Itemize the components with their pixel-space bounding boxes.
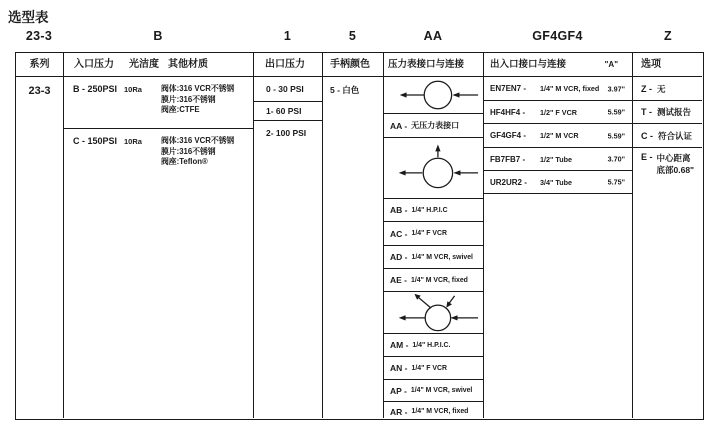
option-code: Z - xyxy=(641,83,652,94)
gauge-code: AN - xyxy=(390,363,408,373)
gauge-code: AP - xyxy=(390,385,407,396)
material-body: 阀体:316 VCR不锈钢 xyxy=(161,84,235,93)
gauge-desc: 1/4" M VCR, fixed xyxy=(411,408,469,415)
selection-table xyxy=(15,52,704,420)
options-header: 选项 xyxy=(633,53,702,77)
column-gauge xyxy=(384,53,484,418)
inlet-header-pressure: 入口压力 xyxy=(74,59,114,70)
port-dim: 3.97" xyxy=(607,84,625,93)
inlet-materials xyxy=(161,84,253,116)
inlet-header-materials: 其他材质 xyxy=(168,59,208,70)
option-row-z xyxy=(633,77,702,101)
gauge-desc: 1/4" F VCR xyxy=(411,364,447,372)
inlet-row-c xyxy=(64,129,253,418)
port-desc: 3/4" Tube xyxy=(540,177,573,187)
material-diaphragm: 膜片:316不锈钢 xyxy=(161,146,216,156)
column-options xyxy=(633,53,702,418)
gauge-desc: 无压力表接口 xyxy=(411,121,460,130)
port-row-hf4hf4 xyxy=(484,101,632,124)
gauge-code: AE - xyxy=(390,275,407,285)
gauge-desc: 1/4" M VCR, swivel xyxy=(410,387,473,394)
column-ports xyxy=(484,53,633,418)
port-code: HF4HF4 - xyxy=(490,107,526,117)
port-row-en7en7 xyxy=(484,77,632,101)
gauge-code: AA - xyxy=(390,120,408,131)
option-desc-line2: 底部0.68" xyxy=(656,165,695,175)
option-row-t xyxy=(633,101,702,124)
material-body: 阀体:316 VCR不锈钢 xyxy=(161,136,235,145)
gauge-desc: 1/4" M VCR, swivel xyxy=(411,253,473,261)
column-inlet xyxy=(64,53,254,418)
gauge-code: AM - xyxy=(390,340,409,350)
handle-value: 5 - 白色 xyxy=(330,84,360,95)
inlet-row-b xyxy=(64,77,253,129)
inlet-finish: 10Ra xyxy=(124,85,142,94)
gauge-diagram-2port-icon xyxy=(384,77,483,114)
port-desc: 1/2" M VCR xyxy=(540,131,579,140)
port-dim: 3.70" xyxy=(607,154,625,164)
code-ports: GF4GF4 xyxy=(532,29,583,43)
option-desc: 无 xyxy=(657,83,666,94)
port-row-gf4gf4 xyxy=(484,124,632,148)
port-dim: 5.59" xyxy=(607,107,625,117)
gauge-diagram-4port-icon xyxy=(384,292,483,334)
inlet-materials xyxy=(161,136,253,168)
code-series: 23-3 xyxy=(25,29,53,43)
gauge-code: AB - xyxy=(390,205,408,215)
option-desc: 符合认证 xyxy=(658,130,693,141)
inlet-header xyxy=(64,53,253,77)
port-code: FB7FB7 - xyxy=(490,154,526,164)
outlet-row: 1- 60 PSI xyxy=(254,102,322,121)
ports-header xyxy=(484,53,632,77)
gauge-option-ar xyxy=(384,402,483,421)
ports-header-label: 出入口接口与连接 xyxy=(490,59,567,70)
gauge-option-am xyxy=(384,334,483,357)
option-desc xyxy=(657,152,695,176)
outlet-row: 2- 100 PSI xyxy=(266,128,307,138)
gauge-option-an xyxy=(384,357,483,380)
material-diaphragm: 膜片:316不锈钢 xyxy=(161,94,216,104)
material-seat: 阀座:Teflon® xyxy=(161,157,208,166)
port-dim: 5.75" xyxy=(607,177,625,187)
option-code: T - xyxy=(641,107,652,117)
gauge-option-ad xyxy=(384,246,483,269)
port-code: GF4GF4 - xyxy=(490,131,527,140)
series-value: 23-3 xyxy=(28,85,51,97)
port-row-ur2ur2 xyxy=(484,171,632,194)
ports-dim-header: "A" xyxy=(604,60,618,69)
material-seat: 阀座:CTFE xyxy=(161,105,200,114)
gauge-desc: 1/4" H.P.I.C xyxy=(411,206,448,214)
gauge-option-ab xyxy=(384,199,483,222)
gauge-diagram-3port-icon xyxy=(384,138,483,199)
gauge-code: AD - xyxy=(390,252,408,262)
series-header: 系列 xyxy=(16,53,63,77)
code-handle: 5 xyxy=(348,29,357,43)
inlet-header-finish: 光洁度 xyxy=(129,59,159,70)
option-code: E - xyxy=(641,152,653,162)
gauge-option-ae xyxy=(384,269,483,292)
option-desc-line1: 中心距离 xyxy=(656,153,691,163)
code-options: Z xyxy=(664,29,672,43)
column-handle xyxy=(323,53,384,418)
gauge-option-aa xyxy=(384,114,483,138)
gauge-desc: 1/4" H.P.I.C. xyxy=(412,341,451,349)
port-code: UR2UR2 - xyxy=(490,177,527,187)
option-desc: 测试报告 xyxy=(657,107,692,117)
gauge-code: AC - xyxy=(390,228,408,239)
gauge-option-ac xyxy=(384,222,483,246)
option-code: C - xyxy=(641,130,653,141)
gauge-header: 压力表接口与连接 xyxy=(384,53,483,77)
port-desc: 1/4" M VCR, fixed xyxy=(540,84,600,93)
column-outlet xyxy=(254,53,323,418)
port-code: EN7EN7 - xyxy=(490,84,527,93)
inlet-code: B - 250PSI xyxy=(73,84,118,94)
port-desc: 1/2" Tube xyxy=(540,154,573,164)
code-gauge: AA xyxy=(423,29,443,43)
code-inlet: B xyxy=(153,29,163,43)
outlet-header: 出口压力 xyxy=(254,53,322,77)
column-series xyxy=(16,53,64,418)
page-title: 选型表 xyxy=(8,10,49,25)
inlet-finish: 10Ra xyxy=(124,137,142,146)
gauge-option-ap xyxy=(384,380,483,402)
port-desc: 1/2" F VCR xyxy=(540,107,577,117)
option-row-c xyxy=(633,124,702,148)
outlet-row: 0 - 30 PSI xyxy=(254,77,322,102)
code-outlet: 1 xyxy=(283,29,292,43)
port-row-fb7fb7 xyxy=(484,148,632,171)
inlet-code: C - 150PSI xyxy=(73,136,118,146)
gauge-code: AR - xyxy=(390,406,408,417)
gauge-desc: 1/4" F VCR xyxy=(411,230,447,237)
option-row-e xyxy=(633,148,702,198)
port-dim: 5.59" xyxy=(607,131,625,140)
handle-header: 手柄颜色 xyxy=(323,53,383,77)
gauge-desc: 1/4" M VCR, fixed xyxy=(411,276,468,284)
